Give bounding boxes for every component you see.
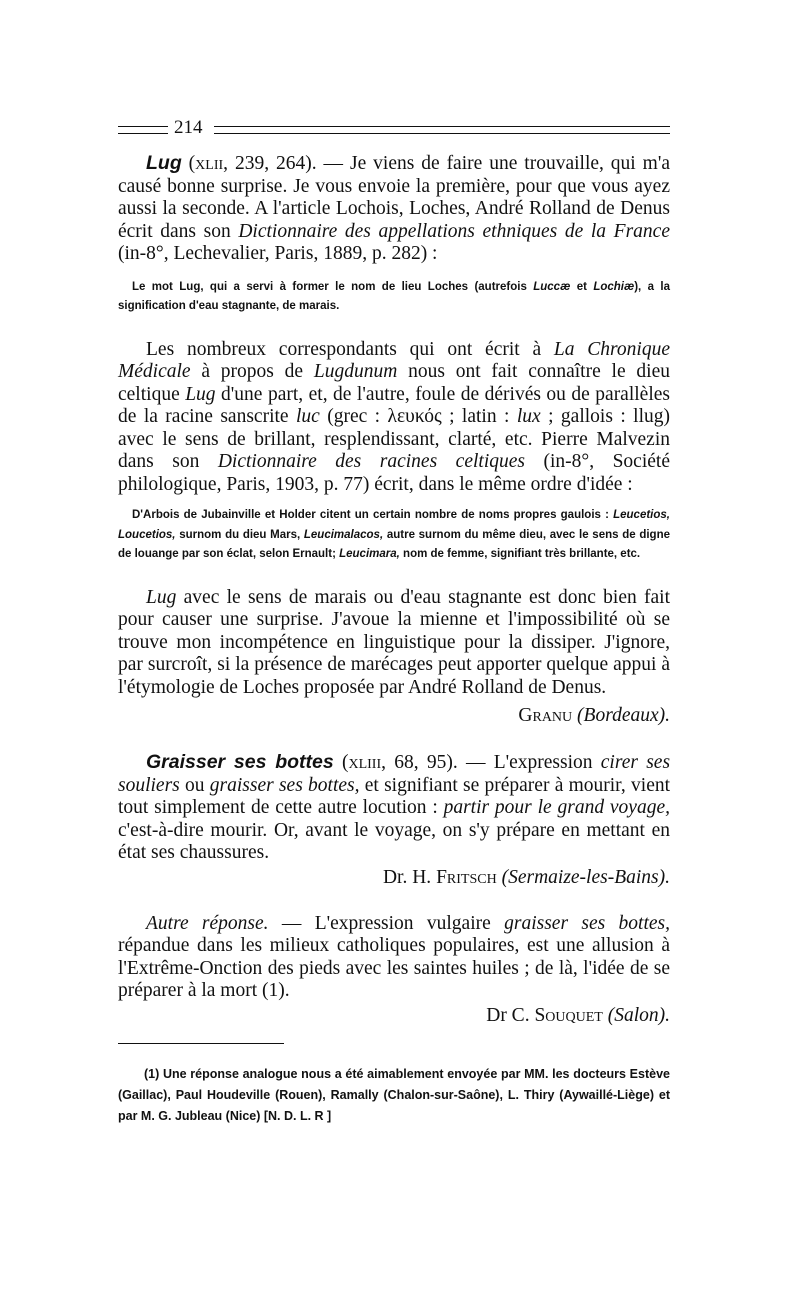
bottes-text-d: c'est-à-dire mourir. Or, avant le voyage, on s'y prépare en mettant en état ses chaussures. [118, 819, 670, 863]
p2-lux: lux [516, 406, 541, 427]
signature-name: Granu [518, 705, 573, 726]
lug-reference: (xlii, 239, 264). [188, 153, 317, 174]
quote1-mid: et [570, 280, 594, 293]
headword-lug: Lug [146, 152, 182, 174]
lug-text-end: (in-8°, Lechevalier, Paris, 1889, p. 282) : [118, 243, 438, 264]
lug-quote-1 [118, 278, 670, 317]
footnote: (1) Une réponse analogue nous a été aimablement envoyée par MM. les docteurs Estève (Gaillac), Paul Houdeville (Rouen), Ramally (Chalon-sur-Saône), L. Thiry (Aywaillé-Liège) et par M. G. Jubleau (Nice) [N. D. L. R ] [118, 1066, 670, 1123]
bottes-paragraph [118, 751, 670, 865]
page-header [118, 117, 670, 144]
quote1-text: Le mot Lug, qui a servi à former le nom de lieu Loches (autrefois [132, 280, 534, 293]
p2-text-g: (in-8°, Société philologique, Paris, 1903, p. 77) écrit, dans le même ordre d'idée : [118, 451, 670, 495]
quote1-latin-1: Luccæ [533, 280, 571, 293]
signature-name: Fritsch [436, 866, 497, 888]
quote2-word-3: Leucimara, [339, 548, 400, 560]
page-body [118, 152, 670, 1127]
signature-place: (Bordeaux). [577, 705, 670, 726]
signature-name: Souquet [534, 1004, 603, 1026]
signature-place: (Sermaize-les-Bains). [501, 866, 670, 888]
lug-book-title: Dictionnaire des appellations ethniques de la France [238, 220, 670, 242]
signature-granu [118, 705, 670, 727]
bottes-text-c: et signifiant se préparer à mourir, vient tout simplement de cette autre locution : [118, 774, 671, 818]
signature-title: Dr C. [486, 1004, 530, 1026]
p3-lug: Lug [146, 586, 177, 608]
p3-text: avec le sens de marais ou d'eau stagnante est donc bien fait pour causer une surprise. J'avoue la mienne et l'impossibilité où se trouve mon incompétence en linguistique pour la dissiper. J'ignore, par surcroît, si la présence de marécages peut apporter quelque appui à l'étymologie de Loches proposée par André Rolland de Denus. [118, 586, 670, 698]
lug-paragraph-2 [118, 339, 670, 497]
footnote-rule [118, 1043, 284, 1044]
p2-lug: Lug [185, 383, 216, 405]
quote2-text-b: surnom du dieu Mars, [175, 528, 304, 541]
header-rule-right [214, 126, 670, 134]
bottes-italic-3: partir pour le grand voyage, [443, 797, 670, 818]
p2-luc: luc [295, 406, 320, 427]
quote2-word-2: Leucimalacos, [303, 528, 384, 541]
quote2-text-d: nom de femme, signifiant très brillante, etc. [399, 548, 641, 560]
p2-text-e: (grec : λευκός ; latin : [319, 406, 517, 427]
signature-place: (Salon). [607, 1004, 670, 1026]
p2-journal-title: La Chronique Médicale [118, 338, 670, 382]
p2-book-title: Dictionnaire des racines celtiques [217, 451, 525, 472]
quote1-latin-2: Lochiæ [593, 280, 635, 293]
p2-text-d: d'une part, et, de l'autre, foule de dérivés ou de parallèles de la racine sanscrite [118, 383, 670, 427]
autre-reponse-label: Autre réponse. [146, 912, 269, 934]
header-rule-left [118, 126, 168, 134]
p2-text-a: Les nombreux correspondants qui ont écrit à [146, 338, 554, 360]
lug-paragraph-3 [118, 587, 670, 700]
signature-fritsch [118, 867, 670, 889]
bottes-text-b: ou [179, 774, 210, 796]
bottes-italic-1: cirer ses souliers [118, 752, 671, 796]
signature-souquet [118, 1005, 670, 1027]
p2-lugdunum: Lugdunum [313, 361, 398, 382]
lug-text: — Je viens de faire une trouvaille, qui m'a causé bonne surprise. Je vous envoie la première, pour que vous ayez aussi la seconde. A l'article Lochois, Loches, André Rolland de Denus écrit dans son [118, 153, 670, 242]
bottes-reference: (xliii, 68, 95). [333, 752, 458, 773]
autre-text-a: — L'expression vulgaire [268, 912, 505, 934]
signature-title: Dr. H. [382, 866, 432, 888]
lug-paragraph-1 [118, 152, 670, 266]
autre-italic-1: graisser ses bottes, [504, 912, 670, 934]
p2-text-c: nous ont fait connaître le dieu celtique [118, 361, 670, 405]
p2-text-f: ; gallois : llug) avec le sens de brillant, resplendissant, clarté, etc. Pierre Malvezin dans son [118, 406, 670, 472]
quote2-text-a: D'Arbois de Jubainville et Holder citent un certain nombre de noms propres gaulois : [132, 509, 614, 521]
quote2-text-c: autre surnom du même dieu, avec le sens de digne de louange par son éclat, selon Ernault; [118, 528, 670, 560]
quote2-word-1: Leucetios, Loucetios, [118, 509, 670, 541]
p2-text-b: à propos de [190, 361, 314, 382]
page-number: 214 [174, 117, 203, 138]
autre-text-b: répandue dans les milieux catholiques populaires, est une allusion à l'Extrême-Onction des pieds avec les saintes huiles ; de là, l'idée de se préparer à la mort (1). [118, 935, 670, 1001]
autre-reponse-paragraph [118, 913, 670, 1003]
headword-graisser-ses-bottes: Graisser ses bottes [146, 751, 334, 773]
bottes-text-a: — L'expression [457, 752, 601, 773]
quote1-end: ), a la signification d'eau stagnante, de marais. [118, 280, 670, 312]
bottes-italic-2: graisser ses bottes, [209, 774, 360, 796]
lug-quote-2 [118, 506, 670, 565]
